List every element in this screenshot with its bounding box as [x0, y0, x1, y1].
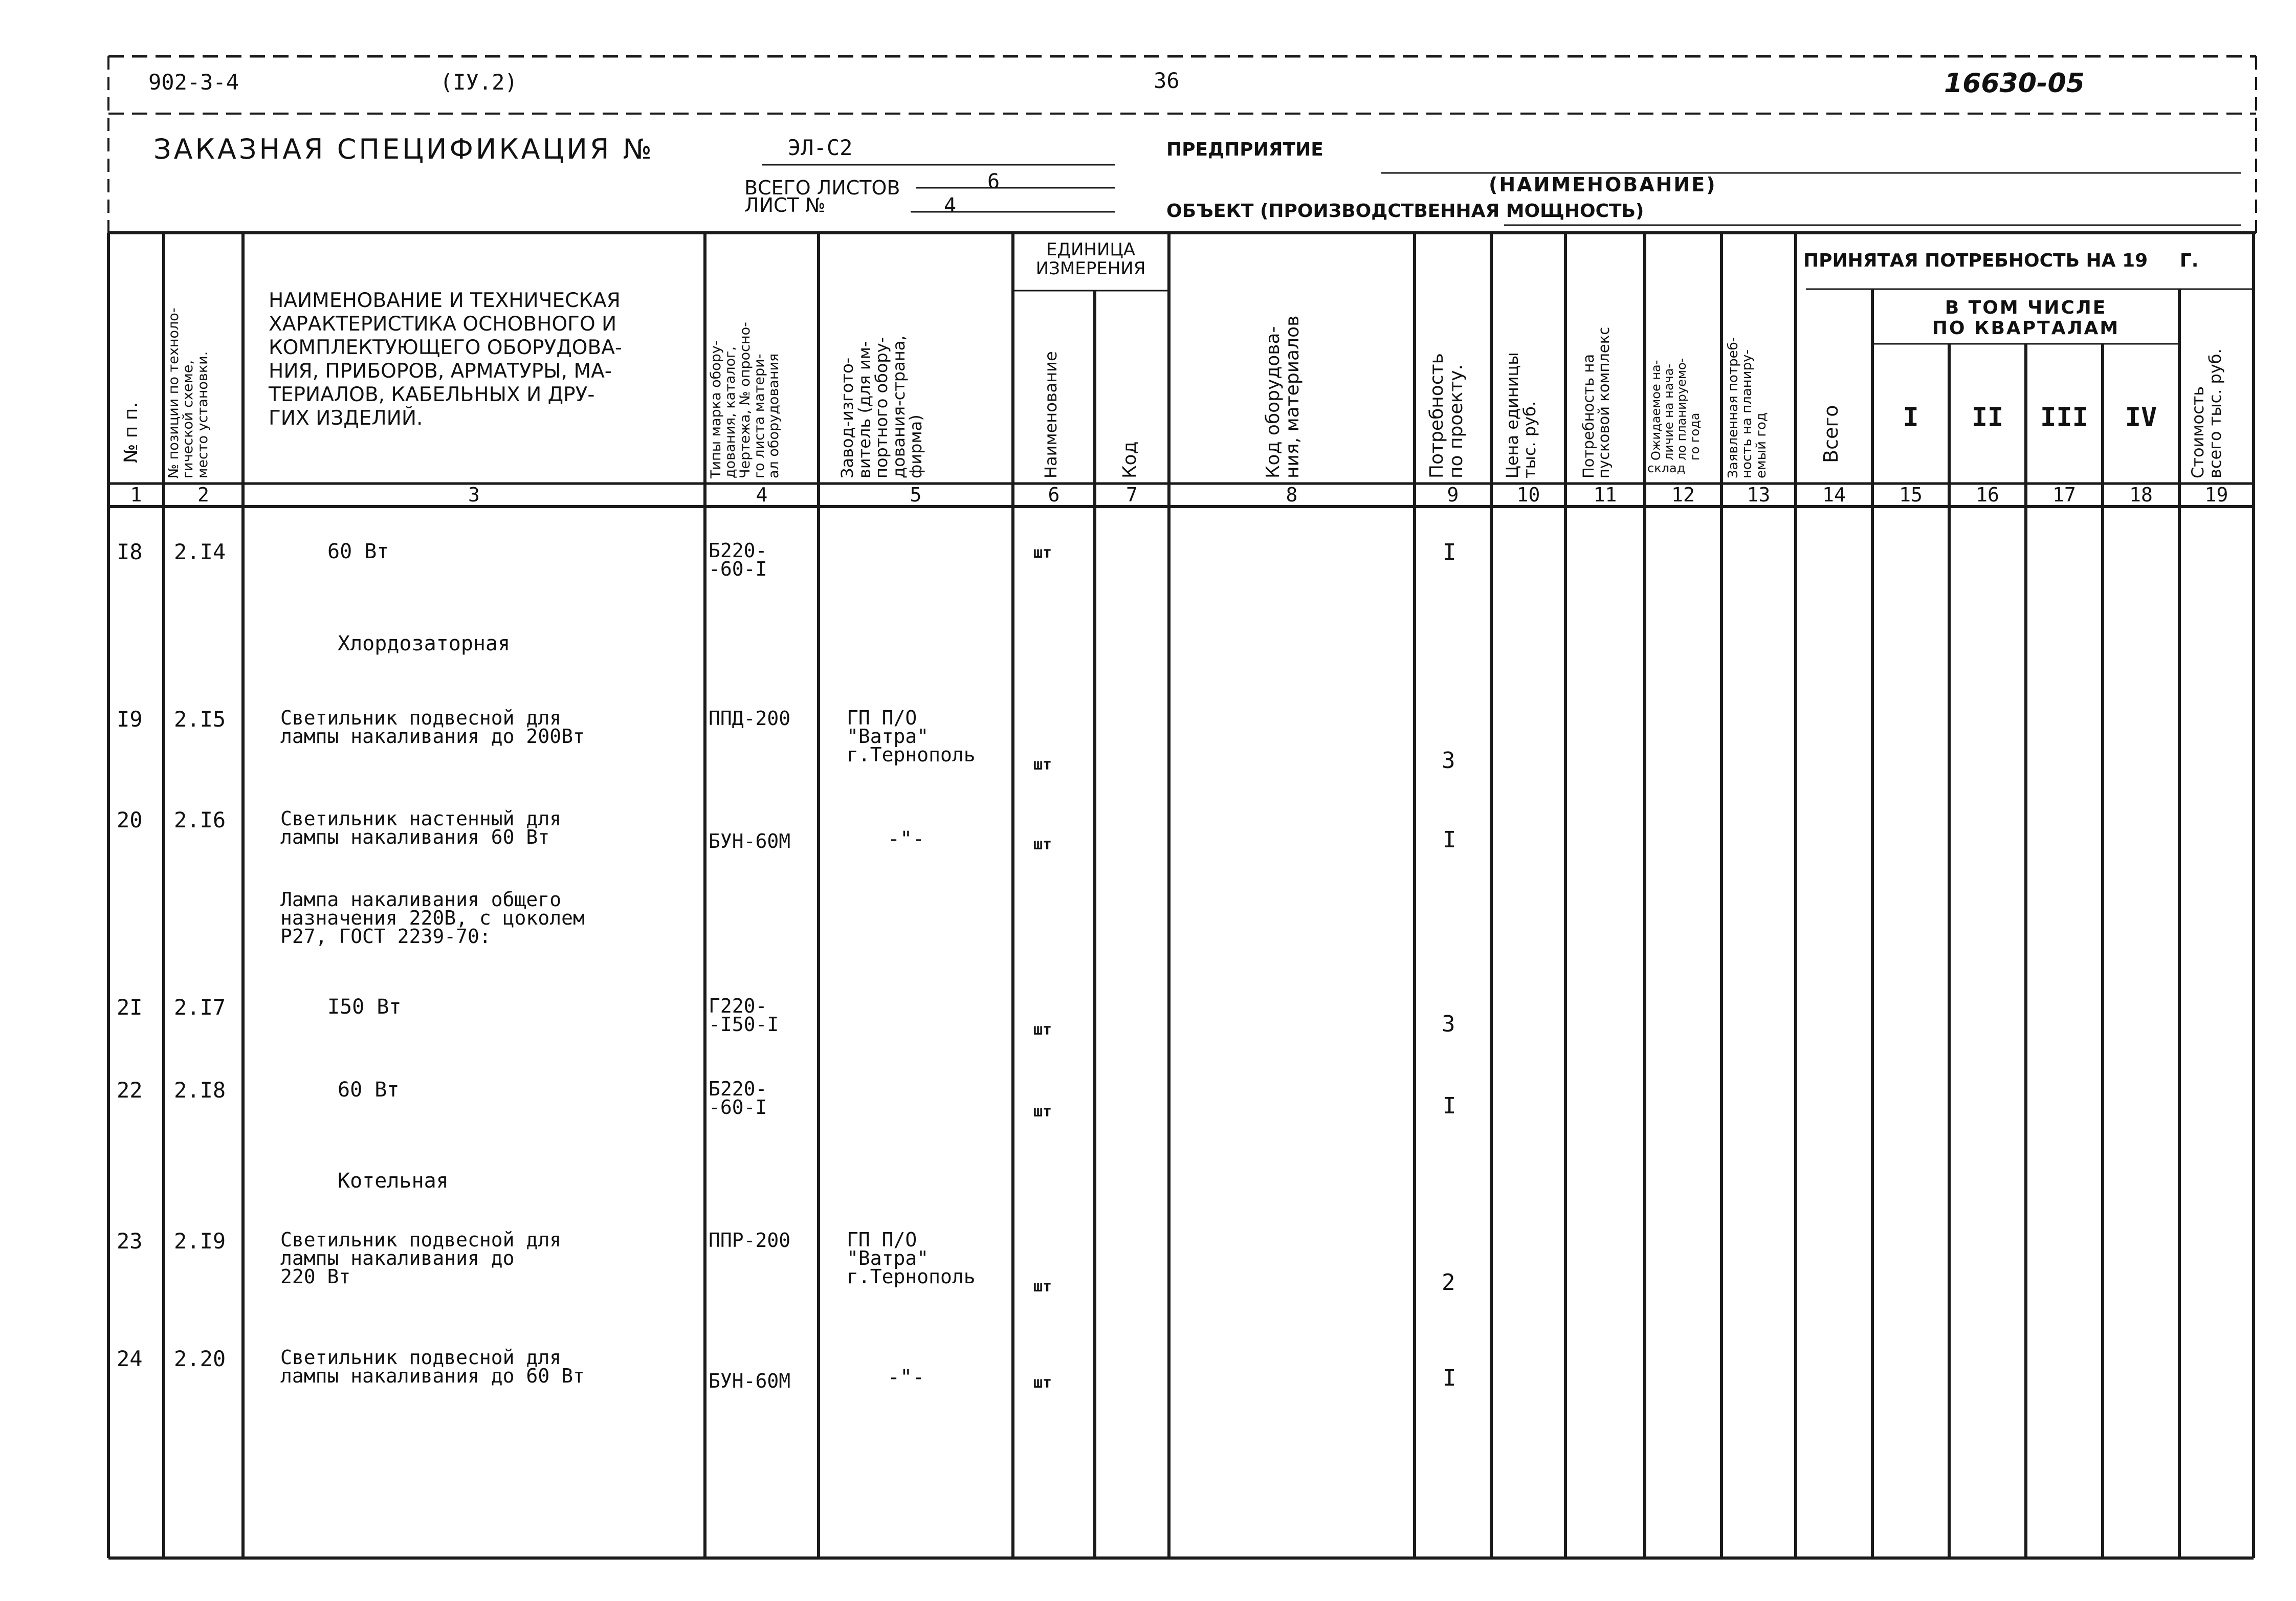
unit-name: шт: [1033, 544, 1052, 562]
item-name: Светильник подвесной для лампы накаливания до 200Вт: [280, 707, 585, 748]
position-code: 2.I5: [174, 707, 226, 732]
page-number: 36: [1154, 68, 1180, 93]
unit-name: шт: [1033, 756, 1052, 774]
sheet-label: ЛИСТ №: [744, 194, 826, 216]
col-header-launch-need: Потребность на пусковой комплекс: [1580, 326, 1613, 478]
col-header-quarters-group: В ТОМ ЧИСЛЕ ПО КВАРТАЛАМ: [1932, 297, 2120, 339]
col-header-cost: Стоимость всего тыс. руб.: [2188, 348, 2225, 478]
sheets-total-label: ВСЕГО ЛИСТОВ: [744, 177, 900, 199]
item-type: Б220- -60-I: [709, 1078, 767, 1119]
col-number: 7: [1126, 484, 1138, 506]
item-type: БУН-60М: [709, 830, 791, 852]
manufacturer: ГП П/О "Ватра" г.Тернополь: [847, 1229, 976, 1288]
col-header-total: Всего: [1820, 405, 1842, 463]
unit-name: шт: [1033, 1021, 1052, 1039]
sheet-number: 4: [944, 194, 957, 217]
col-header-expected-stock: Ожидаемое на- личие на нача- ло планируемо- го года: [1649, 358, 1702, 460]
project-quantity: I: [1443, 827, 1456, 853]
col-number: 4: [756, 484, 768, 506]
col-header-q4: IV: [2125, 402, 2157, 433]
col-number: 9: [1447, 484, 1459, 506]
col-header-row-number: № п п.: [121, 402, 142, 463]
col-header-q2: II: [1971, 402, 2004, 433]
position-code: 2.20: [174, 1346, 226, 1371]
item-type: ППД-200: [709, 707, 791, 730]
item-name: 60 Вт: [327, 540, 389, 563]
col-number: 1: [130, 484, 142, 506]
object-label: ОБЪЕКТ (ПРОИЗВОДСТВЕННАЯ МОЩНОСТЬ): [1166, 201, 1644, 222]
unit-name: шт: [1033, 1103, 1052, 1121]
document-code: 16630-05: [1944, 68, 2085, 99]
item-name: I50 Вт: [327, 995, 402, 1019]
row-number: 23: [117, 1229, 143, 1254]
col-header-unit-code: Код: [1119, 441, 1140, 478]
item-type: Г220- -I50-I: [709, 995, 779, 1036]
manufacturer: -"-: [888, 827, 925, 851]
col-number: 6: [1048, 484, 1060, 506]
project-quantity: 3: [1442, 1011, 1455, 1037]
series-code: 902-3-4: [148, 70, 239, 95]
item-name: 60 Вт: [338, 1078, 400, 1102]
sheets-total: 6: [987, 170, 1000, 193]
row-number: I8: [117, 539, 143, 564]
unit-name: шт: [1033, 836, 1052, 853]
unit-name: шт: [1033, 1374, 1052, 1392]
item-name: Светильник подвесной для лампы накаливания до 220 Вт: [280, 1229, 562, 1288]
col-number: 5: [910, 484, 922, 506]
position-code: 2.I8: [174, 1078, 226, 1103]
col-number: 10: [1516, 484, 1540, 506]
position-code: 2.I9: [174, 1229, 226, 1254]
unit-name: шт: [1033, 1278, 1052, 1296]
col-header-q3: III: [2040, 402, 2088, 433]
row-number: 22: [117, 1078, 143, 1103]
col-number: 13: [1747, 484, 1771, 506]
col-number: 16: [1976, 484, 1999, 506]
row-number: I9: [117, 707, 143, 732]
project-quantity: I: [1443, 1093, 1456, 1119]
col-header-unit-group: ЕДИНИЦА ИЗМЕРЕНИЯ: [1035, 239, 1146, 279]
col-header-project-need: Потребность по проекту.: [1426, 353, 1467, 478]
col-header-stock-stub: склад: [1647, 461, 1686, 475]
item-type: БУН-60М: [709, 1370, 791, 1392]
section-heading: Котельная: [338, 1169, 449, 1193]
position-code: 2.I7: [174, 995, 226, 1020]
col-header-position: № позиции по техноло- гической схеме, место установки.: [166, 308, 211, 478]
col-header-equipment-code: Код оборудова- ния, материалов: [1263, 315, 1303, 478]
spec-title: ЗАКАЗНАЯ СПЕЦИФИКАЦИЯ №: [153, 133, 654, 165]
col-number: 18: [2129, 484, 2153, 506]
item-name: Светильник подвесной для лампы накаливания до 60 Вт: [280, 1346, 585, 1388]
item-type: ППР-200: [709, 1229, 791, 1252]
col-number: 11: [1593, 484, 1617, 506]
col-number: 12: [1671, 484, 1695, 506]
position-code: 2.I4: [174, 539, 226, 564]
name-caption: (НАИМЕНОВАНИЕ): [1489, 173, 1717, 196]
col-number: 15: [1899, 484, 1923, 506]
col-number: 19: [2204, 484, 2228, 506]
col-number: 17: [2052, 484, 2076, 506]
manufacturer: ГП П/О "Ватра" г.Тернополь: [847, 707, 976, 766]
item-type: Б220- -60-I: [709, 539, 767, 581]
col-header-type: Типы марка обору- дования, каталог, Чертежа, № опросно- го листа матери- ал оборудования: [708, 322, 782, 478]
row-number: 20: [117, 807, 143, 832]
col-header-maker: Завод-изгото- витель (для им- портного обору- дования-страна, фирма): [837, 335, 926, 478]
col-number: 2: [197, 484, 209, 506]
position-code: 2.I6: [174, 807, 226, 832]
spec-number: ЭЛ-С2: [788, 135, 853, 160]
project-quantity: 2: [1442, 1269, 1455, 1296]
col-number: 3: [468, 484, 480, 506]
col-header-q1: I: [1903, 402, 1919, 433]
col-number: 14: [1822, 484, 1846, 506]
album-code: (IУ.2): [440, 70, 518, 95]
row-number: 24: [117, 1346, 143, 1371]
lamp-note: Лампа накаливания общего назначения 220В, с цоколем Р27, ГОСТ 2239-70:: [280, 888, 585, 948]
section-heading: Хлордозаторная: [338, 632, 511, 655]
row-number: 2I: [117, 995, 143, 1020]
manufacturer: -"-: [888, 1366, 925, 1389]
col-header-unit-name: Наименование: [1041, 351, 1061, 478]
project-quantity: I: [1443, 539, 1456, 565]
col-header-unit-price: Цена единицы тыс. руб.: [1503, 352, 1539, 478]
col-header-name: НАИМЕНОВАНИЕ И ТЕХНИЧЕСКАЯ ХАРАКТЕРИСТИКА ОСНОВНОГО И КОМПЛЕКТУЮЩЕГО ОБОРУДОВА- НИЯ, ПРИБОРОВ, АРМАТУРЫ, МА- ТЕРИАЛОВ, КАБЕЛЬНЫХ И ДРУ- ГИХ ИЗДЕЛИЙ.: [269, 289, 622, 430]
project-quantity: I: [1443, 1365, 1456, 1391]
col-number: 8: [1286, 484, 1298, 506]
enterprise-label: ПРЕДПРИЯТИЕ: [1166, 139, 1323, 160]
col-header-declared-need: Заявленная потреб- ность на планиру- емый год: [1726, 337, 1769, 478]
col-header-accepted-group: ПРИНЯТАЯ ПОТРЕБНОСТЬ НА 19 Г.: [1803, 250, 2199, 271]
project-quantity: 3: [1442, 748, 1455, 774]
item-name: Светильник настенный для лампы накаливания 60 Вт: [280, 807, 562, 849]
